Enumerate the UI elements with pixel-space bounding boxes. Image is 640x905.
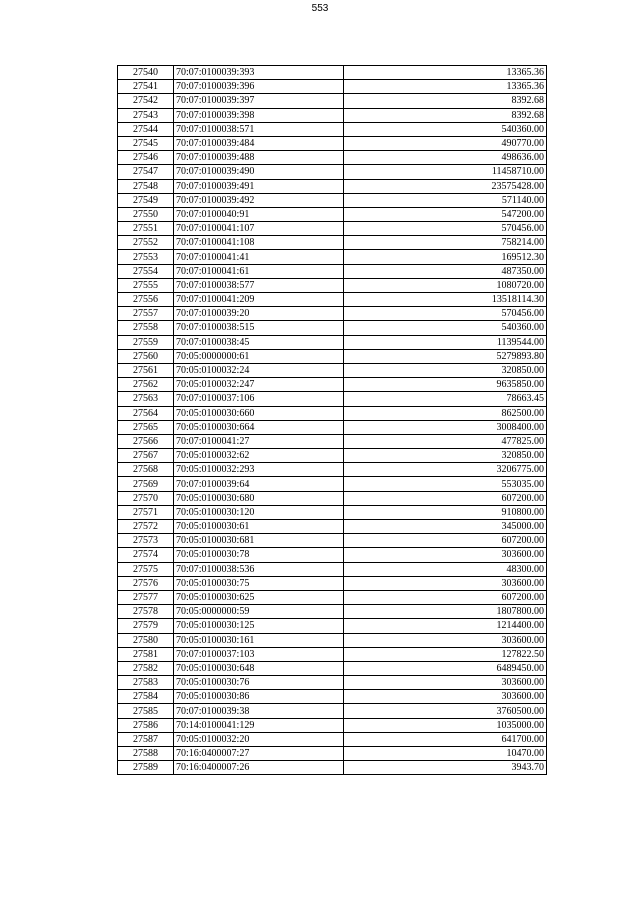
cadastral-number-cell: 70:16:0400007:26 bbox=[174, 761, 344, 775]
cadastral-number-cell: 70:07:0100037:103 bbox=[174, 647, 344, 661]
value-cell: 571140.00 bbox=[344, 193, 547, 207]
row-number-cell: 27567 bbox=[118, 449, 174, 463]
row-number-cell: 27576 bbox=[118, 576, 174, 590]
cadastral-number-cell: 70:16:0400007:27 bbox=[174, 747, 344, 761]
table-row bbox=[118, 534, 547, 548]
value-cell: 8392.68 bbox=[344, 108, 547, 122]
row-number-cell: 27577 bbox=[118, 590, 174, 604]
value-cell: 345000.00 bbox=[344, 520, 547, 534]
row-number-cell: 27566 bbox=[118, 434, 174, 448]
cadastral-number-cell: 70:07:0100038:515 bbox=[174, 321, 344, 335]
value-cell: 303600.00 bbox=[344, 548, 547, 562]
row-number-cell: 27550 bbox=[118, 207, 174, 221]
cadastral-number-cell: 70:07:0100041:209 bbox=[174, 293, 344, 307]
value-cell: 10470.00 bbox=[344, 747, 547, 761]
value-cell: 3943.70 bbox=[344, 761, 547, 775]
value-cell: 540360.00 bbox=[344, 122, 547, 136]
row-number-cell: 27565 bbox=[118, 420, 174, 434]
value-cell: 48300.00 bbox=[344, 562, 547, 576]
row-number-cell: 27547 bbox=[118, 165, 174, 179]
value-cell: 607200.00 bbox=[344, 491, 547, 505]
value-cell: 570456.00 bbox=[344, 222, 547, 236]
row-number-cell: 27587 bbox=[118, 732, 174, 746]
cadastral-number-cell: 70:07:0100039:38 bbox=[174, 704, 344, 718]
table-row bbox=[118, 676, 547, 690]
cadastral-number-cell: 70:05:0100032:62 bbox=[174, 449, 344, 463]
row-number-cell: 27579 bbox=[118, 619, 174, 633]
table-row bbox=[118, 264, 547, 278]
cadastral-number-cell: 70:07:0100037:106 bbox=[174, 392, 344, 406]
value-cell: 13365.36 bbox=[344, 80, 547, 94]
row-number-cell: 27554 bbox=[118, 264, 174, 278]
value-cell: 607200.00 bbox=[344, 534, 547, 548]
cadastral-number-cell: 70:05:0100030:161 bbox=[174, 633, 344, 647]
cadastral-number-cell: 70:05:0100032:20 bbox=[174, 732, 344, 746]
cadastral-number-cell: 70:07:0100041:41 bbox=[174, 250, 344, 264]
row-number-cell: 27551 bbox=[118, 222, 174, 236]
cadastral-number-cell: 70:05:0000000:61 bbox=[174, 349, 344, 363]
value-cell: 490770.00 bbox=[344, 136, 547, 150]
row-number-cell: 27549 bbox=[118, 193, 174, 207]
table-row bbox=[118, 562, 547, 576]
table-row bbox=[118, 278, 547, 292]
table-row bbox=[118, 349, 547, 363]
table-row bbox=[118, 619, 547, 633]
table-row bbox=[118, 108, 547, 122]
value-cell: 6489450.00 bbox=[344, 661, 547, 675]
cadastral-number-cell: 70:07:0100039:398 bbox=[174, 108, 344, 122]
value-cell: 477825.00 bbox=[344, 434, 547, 448]
cadastral-number-cell: 70:07:0100041:27 bbox=[174, 434, 344, 448]
value-cell: 5279893.80 bbox=[344, 349, 547, 363]
row-number-cell: 27570 bbox=[118, 491, 174, 505]
row-number-cell: 27585 bbox=[118, 704, 174, 718]
cadastral-number-cell: 70:05:0100032:24 bbox=[174, 363, 344, 377]
row-number-cell: 27540 bbox=[118, 66, 174, 80]
row-number-cell: 27572 bbox=[118, 520, 174, 534]
cadastral-number-cell: 70:05:0100030:664 bbox=[174, 420, 344, 434]
cadastral-number-cell: 70:07:0100039:491 bbox=[174, 179, 344, 193]
value-cell: 3760500.00 bbox=[344, 704, 547, 718]
value-cell: 169512.30 bbox=[344, 250, 547, 264]
row-number-cell: 27555 bbox=[118, 278, 174, 292]
cadastral-number-cell: 70:05:0100030:681 bbox=[174, 534, 344, 548]
table-row bbox=[118, 321, 547, 335]
cadastral-number-cell: 70:05:0100030:78 bbox=[174, 548, 344, 562]
row-number-cell: 27544 bbox=[118, 122, 174, 136]
table-row bbox=[118, 647, 547, 661]
row-number-cell: 27548 bbox=[118, 179, 174, 193]
table-row bbox=[118, 520, 547, 534]
row-number-cell: 27571 bbox=[118, 505, 174, 519]
cadastral-number-cell: 70:14:0100041:129 bbox=[174, 718, 344, 732]
cadastral-number-cell: 70:05:0100032:293 bbox=[174, 463, 344, 477]
table-row bbox=[118, 363, 547, 377]
row-number-cell: 27578 bbox=[118, 605, 174, 619]
table-row bbox=[118, 690, 547, 704]
cadastral-number-cell: 70:07:0100038:571 bbox=[174, 122, 344, 136]
value-cell: 3008400.00 bbox=[344, 420, 547, 434]
table-body bbox=[118, 66, 547, 775]
value-cell: 1807800.00 bbox=[344, 605, 547, 619]
value-cell: 570456.00 bbox=[344, 307, 547, 321]
row-number-cell: 27542 bbox=[118, 94, 174, 108]
cadastral-number-cell: 70:07:0100039:64 bbox=[174, 477, 344, 491]
cadastral-number-cell: 70:05:0100030:120 bbox=[174, 505, 344, 519]
row-number-cell: 27553 bbox=[118, 250, 174, 264]
value-cell: 320850.00 bbox=[344, 449, 547, 463]
table-row bbox=[118, 718, 547, 732]
row-number-cell: 27560 bbox=[118, 349, 174, 363]
table-row bbox=[118, 505, 547, 519]
value-cell: 303600.00 bbox=[344, 676, 547, 690]
cadastral-number-cell: 70:07:0100039:397 bbox=[174, 94, 344, 108]
value-cell: 910800.00 bbox=[344, 505, 547, 519]
value-cell: 78663.45 bbox=[344, 392, 547, 406]
table-row bbox=[118, 732, 547, 746]
row-number-cell: 27541 bbox=[118, 80, 174, 94]
table-row bbox=[118, 94, 547, 108]
cadastral-number-cell: 70:07:0100041:61 bbox=[174, 264, 344, 278]
row-number-cell: 27561 bbox=[118, 363, 174, 377]
cadastral-number-cell: 70:05:0100030:648 bbox=[174, 661, 344, 675]
row-number-cell: 27558 bbox=[118, 321, 174, 335]
cadastral-number-cell: 70:05:0100030:680 bbox=[174, 491, 344, 505]
row-number-cell: 27574 bbox=[118, 548, 174, 562]
value-cell: 303600.00 bbox=[344, 633, 547, 647]
table-row bbox=[118, 236, 547, 250]
value-cell: 8392.68 bbox=[344, 94, 547, 108]
cadastral-number-cell: 70:05:0100030:625 bbox=[174, 590, 344, 604]
value-cell: 1080720.00 bbox=[344, 278, 547, 292]
row-number-cell: 27588 bbox=[118, 747, 174, 761]
value-cell: 487350.00 bbox=[344, 264, 547, 278]
row-number-cell: 27581 bbox=[118, 647, 174, 661]
table-row bbox=[118, 661, 547, 675]
cadastral-number-cell: 70:05:0100032:247 bbox=[174, 378, 344, 392]
table-row bbox=[118, 477, 547, 491]
table-row bbox=[118, 378, 547, 392]
cadastral-number-cell: 70:05:0100030:125 bbox=[174, 619, 344, 633]
table-row bbox=[118, 136, 547, 150]
cadastral-value-table bbox=[117, 65, 547, 775]
table-row bbox=[118, 193, 547, 207]
cadastral-number-cell: 70:05:0100030:61 bbox=[174, 520, 344, 534]
row-number-cell: 27568 bbox=[118, 463, 174, 477]
row-number-cell: 27589 bbox=[118, 761, 174, 775]
table-row bbox=[118, 66, 547, 80]
table-row bbox=[118, 761, 547, 775]
cadastral-number-cell: 70:07:0100039:484 bbox=[174, 136, 344, 150]
value-cell: 498636.00 bbox=[344, 151, 547, 165]
table-row bbox=[118, 122, 547, 136]
value-cell: 540360.00 bbox=[344, 321, 547, 335]
table-row bbox=[118, 293, 547, 307]
page-number: 553 bbox=[311, 3, 329, 14]
cadastral-number-cell: 70:07:0100039:393 bbox=[174, 66, 344, 80]
cadastral-number-cell: 70:07:0100040:91 bbox=[174, 207, 344, 221]
value-cell: 641700.00 bbox=[344, 732, 547, 746]
table-row bbox=[118, 335, 547, 349]
row-number-cell: 27573 bbox=[118, 534, 174, 548]
table-row bbox=[118, 151, 547, 165]
value-cell: 758214.00 bbox=[344, 236, 547, 250]
cadastral-number-cell: 70:05:0100030:75 bbox=[174, 576, 344, 590]
value-cell: 13365.36 bbox=[344, 66, 547, 80]
table-row bbox=[118, 307, 547, 321]
table-row bbox=[118, 222, 547, 236]
table-row bbox=[118, 548, 547, 562]
cadastral-number-cell: 70:07:0100039:396 bbox=[174, 80, 344, 94]
table-row bbox=[118, 250, 547, 264]
cadastral-number-cell: 70:05:0100030:660 bbox=[174, 406, 344, 420]
row-number-cell: 27583 bbox=[118, 676, 174, 690]
table-row bbox=[118, 747, 547, 761]
table-row bbox=[118, 633, 547, 647]
cadastral-number-cell: 70:07:0100039:492 bbox=[174, 193, 344, 207]
value-cell: 1139544.00 bbox=[344, 335, 547, 349]
cadastral-number-cell: 70:05:0100030:86 bbox=[174, 690, 344, 704]
row-number-cell: 27546 bbox=[118, 151, 174, 165]
cadastral-number-cell: 70:05:0000000:59 bbox=[174, 605, 344, 619]
value-cell: 303600.00 bbox=[344, 576, 547, 590]
table-row bbox=[118, 165, 547, 179]
table-row bbox=[118, 704, 547, 718]
cadastral-number-cell: 70:07:0100039:488 bbox=[174, 151, 344, 165]
value-cell: 320850.00 bbox=[344, 363, 547, 377]
table-row bbox=[118, 420, 547, 434]
cadastral-number-cell: 70:07:0100039:20 bbox=[174, 307, 344, 321]
value-cell: 607200.00 bbox=[344, 590, 547, 604]
cadastral-number-cell: 70:07:0100041:108 bbox=[174, 236, 344, 250]
row-number-cell: 27562 bbox=[118, 378, 174, 392]
row-number-cell: 27559 bbox=[118, 335, 174, 349]
table-row bbox=[118, 449, 547, 463]
value-cell: 13518114.30 bbox=[344, 293, 547, 307]
row-number-cell: 27557 bbox=[118, 307, 174, 321]
row-number-cell: 27580 bbox=[118, 633, 174, 647]
value-cell: 11458710.00 bbox=[344, 165, 547, 179]
table-row bbox=[118, 80, 547, 94]
table-row bbox=[118, 491, 547, 505]
value-cell: 303600.00 bbox=[344, 690, 547, 704]
row-number-cell: 27556 bbox=[118, 293, 174, 307]
row-number-cell: 27582 bbox=[118, 661, 174, 675]
table-row bbox=[118, 434, 547, 448]
cadastral-number-cell: 70:07:0100038:577 bbox=[174, 278, 344, 292]
value-cell: 3206775.00 bbox=[344, 463, 547, 477]
row-number-cell: 27545 bbox=[118, 136, 174, 150]
table-row bbox=[118, 605, 547, 619]
row-number-cell: 27552 bbox=[118, 236, 174, 250]
value-cell: 1035000.00 bbox=[344, 718, 547, 732]
row-number-cell: 27564 bbox=[118, 406, 174, 420]
table-row bbox=[118, 179, 547, 193]
table-row bbox=[118, 207, 547, 221]
value-cell: 9635850.00 bbox=[344, 378, 547, 392]
value-cell: 862500.00 bbox=[344, 406, 547, 420]
cadastral-number-cell: 70:05:0100030:76 bbox=[174, 676, 344, 690]
value-cell: 1214400.00 bbox=[344, 619, 547, 633]
cadastral-number-cell: 70:07:0100038:536 bbox=[174, 562, 344, 576]
row-number-cell: 27543 bbox=[118, 108, 174, 122]
row-number-cell: 27586 bbox=[118, 718, 174, 732]
table-row bbox=[118, 463, 547, 477]
cadastral-number-cell: 70:07:0100041:107 bbox=[174, 222, 344, 236]
row-number-cell: 27569 bbox=[118, 477, 174, 491]
row-number-cell: 27584 bbox=[118, 690, 174, 704]
table-row bbox=[118, 576, 547, 590]
cadastral-number-cell: 70:07:0100039:490 bbox=[174, 165, 344, 179]
row-number-cell: 27563 bbox=[118, 392, 174, 406]
cadastral-number-cell: 70:07:0100038:45 bbox=[174, 335, 344, 349]
value-cell: 23575428.00 bbox=[344, 179, 547, 193]
table-row bbox=[118, 392, 547, 406]
table-row bbox=[118, 406, 547, 420]
value-cell: 547200.00 bbox=[344, 207, 547, 221]
value-cell: 553035.00 bbox=[344, 477, 547, 491]
row-number-cell: 27575 bbox=[118, 562, 174, 576]
value-cell: 127822.50 bbox=[344, 647, 547, 661]
table-row bbox=[118, 590, 547, 604]
